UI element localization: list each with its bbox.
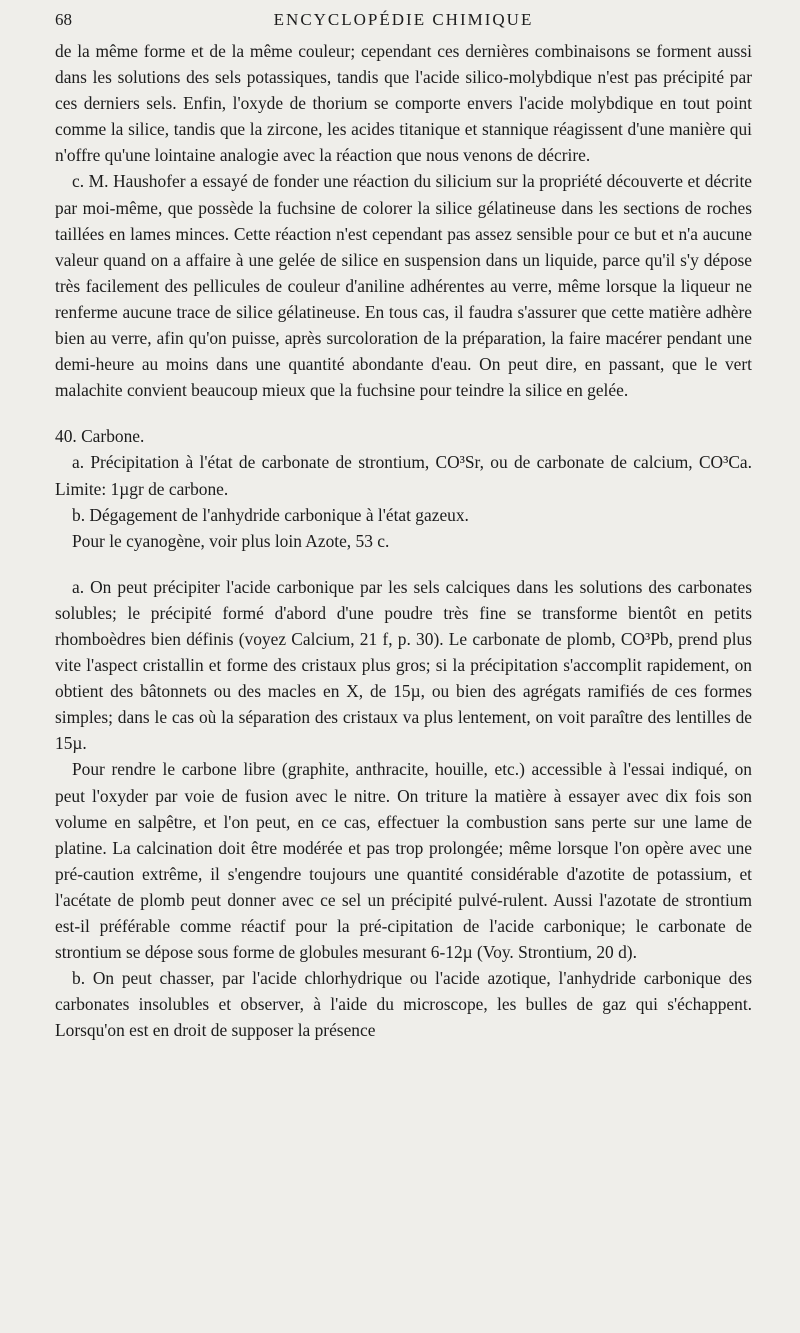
spacer [55,554,752,574]
paragraph-4: b. Dégagement de l'anhydride carbonique à l'état gazeux. [72,504,469,525]
spacer [55,403,752,423]
paragraph-8: b. On peut chasser, par l'acide chlorhydrique ou l'acide azotique, l'anhydride carbonique des carbonates insolubles et observer, à l'aide du microscope, les bulles de gaz qui s'échappent. Lorsqu'on est en droit de supposer la présence [55,968,752,1041]
page-header [55,6,752,34]
running-title: ENCYCLOPÉDIE CHIMIQUE [273,10,534,29]
paragraph-3: a. Précipitation à l'état de carbonate de strontium, CO³Sr, ou de carbonate de calcium, CO³Ca. Limite: 1µgr de carbone. [55,452,752,499]
page-body [55,38,752,1043]
paragraph-2: c. M. Haushofer a essayé de fonder une réaction du silicium sur la propriété découverte et décrite par moi-même, que possède la fuchsine de colorer la silice gélatineuse dans les sections de roches taillées en lames minces. Cette réaction n'est cependant pas assez sensible pour ce but et n'a aucune valeur quand on a affaire à une gelée de silice en suspension dans un liquide, parce qu'il s'y dépose très facilement des pellicules de couleur d'aniline adhérentes au verre, même lorsque la liqueur ne renferme aucune trace de silice gélatineuse. En tous cas, il faudra s'assurer que cette matière adhère bien au verre, afin qu'on puisse, après surcoloration de la préparation, la faire macérer pendant une demi-heure au moins dans une quantité abondante d'eau. On peut dire, en passant, que le vert malachite convient beaucoup mieux que la fuchsine pour teindre la silice en gelée. [55,171,752,401]
paragraph-5: Pour le cyanogène, voir plus loin Azote, 53 c. [72,530,390,551]
paragraph-7: Pour rendre le carbone libre (graphite, anthracite, houille, etc.) accessible à l'essai indiqué, on peut l'oxyder par voie de fusion avec le nitre. On triture la matière à essayer avec dix fois son volume en salpêtre, et l'on peut, en ce cas, effectuer la combustion sans perte sur une lame de platine. La calcination doit être modérée et pas trop prolongée; même lorsque l'on opère avec une pré-caution extrême, il s'engendre toujours une quantité considérable d'azotite de potassium, et l'acétate de plomb peut donner avec ce sel un précipité pulvé-rulent. Aussi l'azotate de strontium est-il préférable comme réactif pour la pré-cipitation de l'acide carbonique; le carbonate de strontium se dépose sous forme de globules mesurant 6-12µ (Voy. Strontium, 20 d). [55,759,752,963]
paragraph-6: a. On peut précipiter l'acide carbonique par les sels calciques dans les solutions des carbonates solubles; le précipité formé d'abord d'une poudre très fine se transforme bientôt en petits rhomboèdres bien définis (voyez Calcium, 21 f, p. 30). Le carbonate de plomb, CO³Pb, prend plus vite l'aspect cristallin et forme des cristaux plus gros; si la précipitation s'accomplit rapidement, on obtient des bâtonnets ou des macles en X, de 15µ, ou bien des agrégats ramifiés de ces formes simples; dans le cas où la séparation des cristaux va plus lentement, on voit paraître des lentilles de 15µ. [55,576,752,754]
section-heading: 40. Carbone. [55,426,145,447]
paragraph-1: de la même forme et de la même couleur; cependant ces dernières combinaisons se forment aussi dans les solutions des sels potassiques, tandis que l'acide silico-molybdique n'est pas précipité par ces derniers sels. Enfin, l'oxyde de thorium se comporte envers l'acide molybdique en tout point comme la silice, tandis que la zircone, les acides titanique et stannique réagissent d'une manière qui n'offre qu'une lointaine analogie avec la réaction que nous venons de décrire. [55,41,752,166]
page-number: 68 [55,10,72,29]
